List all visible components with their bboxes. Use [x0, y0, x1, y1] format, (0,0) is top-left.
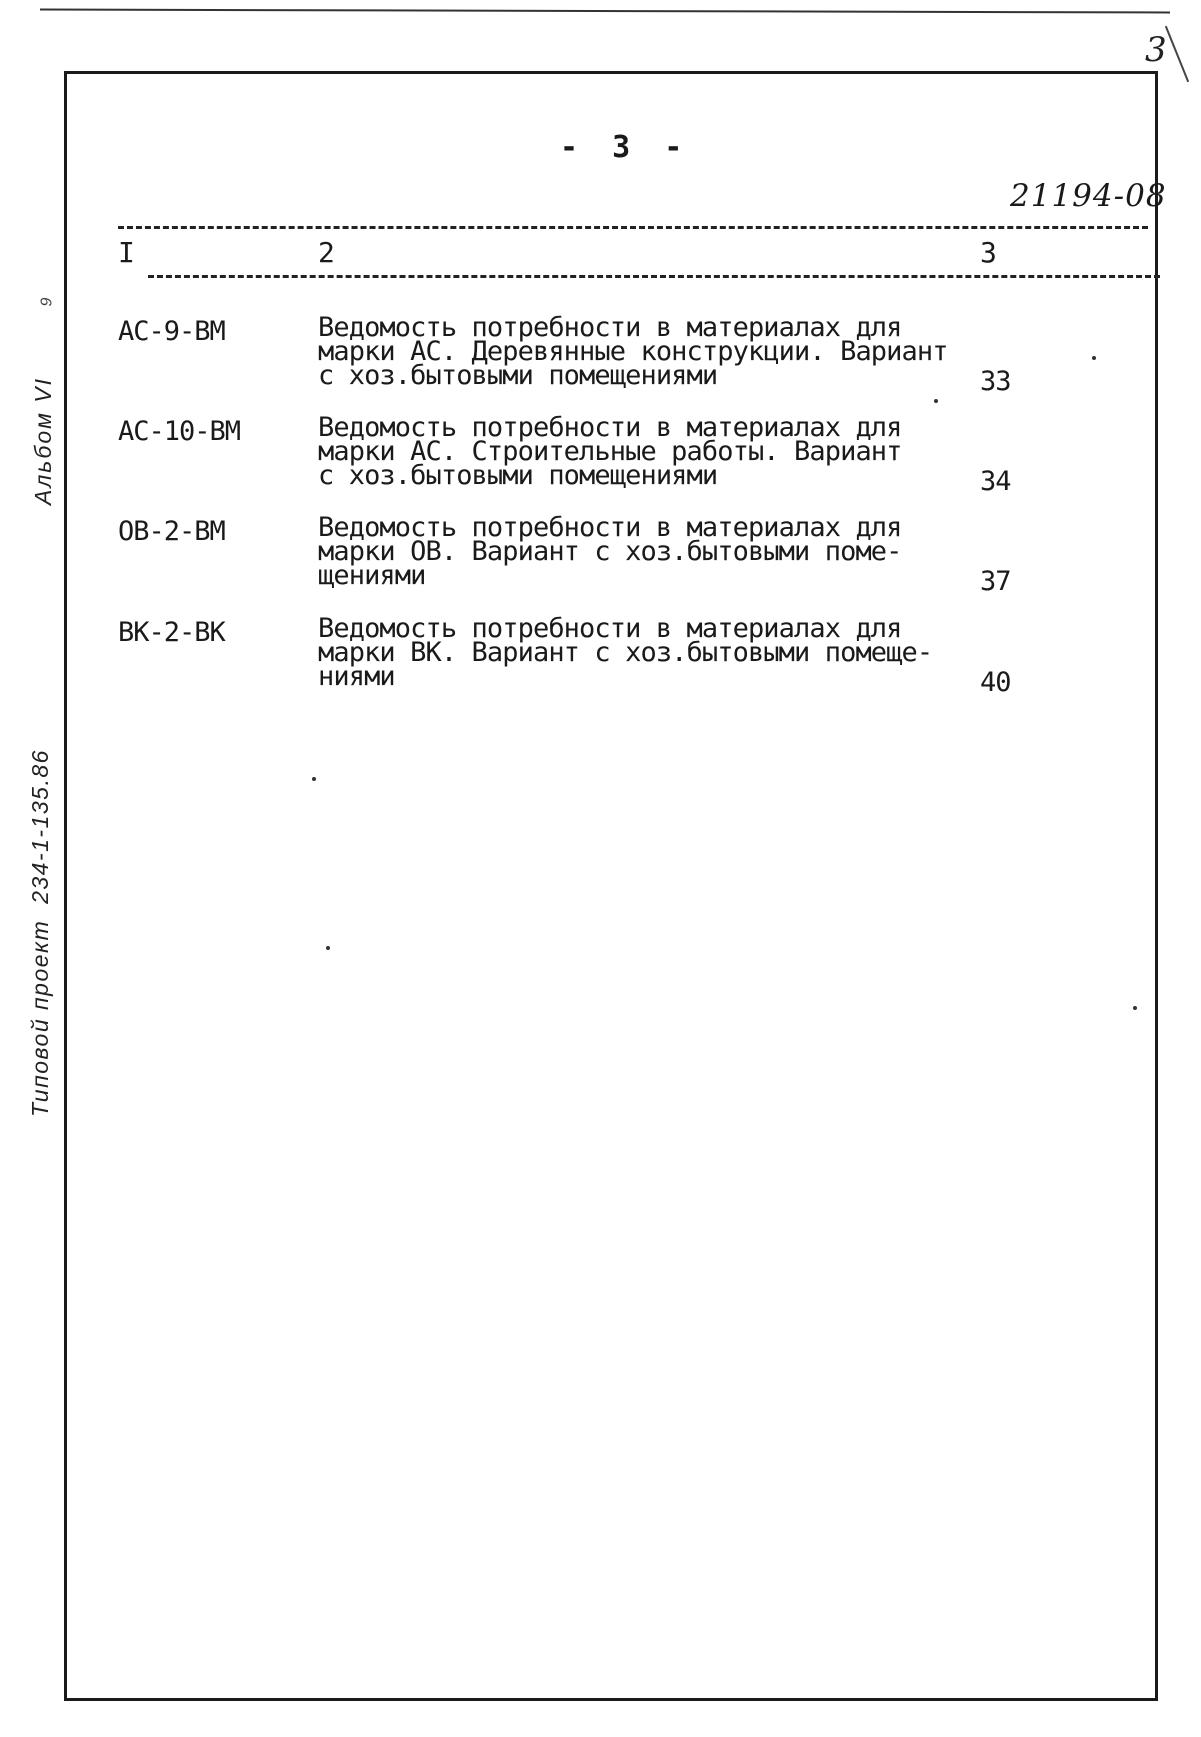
entry-description: Ведомость потребности в материалах для марки АС. Деревянные конструкции. Вариант с хоз.бытовыми помещениями — [318, 312, 948, 391]
document-code: 21194-08 — [1010, 178, 1167, 214]
side-project-caption: Типовой проект 234-1-135.86 — [27, 749, 53, 1117]
entry-page: 33 — [980, 366, 1011, 397]
scan-speck — [312, 777, 316, 781]
scan-speck — [326, 946, 330, 950]
entry-code: ВК-2-ВК — [118, 617, 225, 648]
entry-description: Ведомость потребности в материалах для марки ОВ. Вариант с хоз.бытовыми поме- щениями — [318, 512, 902, 591]
entry-description: Ведомость потребности в материалах для марки ВК. Вариант с хоз.бытовыми помеще- ниями — [318, 613, 933, 692]
entry-page: 40 — [980, 667, 1011, 698]
entry-page: 34 — [980, 466, 1011, 497]
sheet-number: 3 — [1145, 30, 1167, 70]
entry-code: ОВ-2-ВМ — [118, 516, 225, 547]
side-album-label: Альбом VI — [30, 376, 56, 505]
column-header-3: 3 — [980, 236, 997, 269]
side-mark: 9 — [38, 297, 56, 307]
top-border-line — [40, 9, 1170, 14]
column-header-2: 2 — [318, 236, 335, 269]
entry-code: АС-10-ВМ — [118, 416, 241, 447]
page-number: - 3 - — [560, 130, 691, 165]
entry-page: 37 — [980, 566, 1011, 597]
corner-stroke — [1165, 26, 1189, 82]
column-header-1: I — [118, 236, 135, 269]
header-bottom-dashed-rule — [148, 275, 1160, 278]
entry-code: АС-9-ВМ — [118, 316, 225, 347]
scan-speck — [934, 399, 938, 403]
entry-description: Ведомость потребности в материалах для марки АС. Строительные работы. Вариант с хоз.бытовыми помещениями — [318, 412, 902, 491]
header-top-dashed-rule — [118, 226, 1148, 229]
scan-speck — [1133, 1006, 1137, 1010]
scan-speck — [1092, 356, 1096, 360]
